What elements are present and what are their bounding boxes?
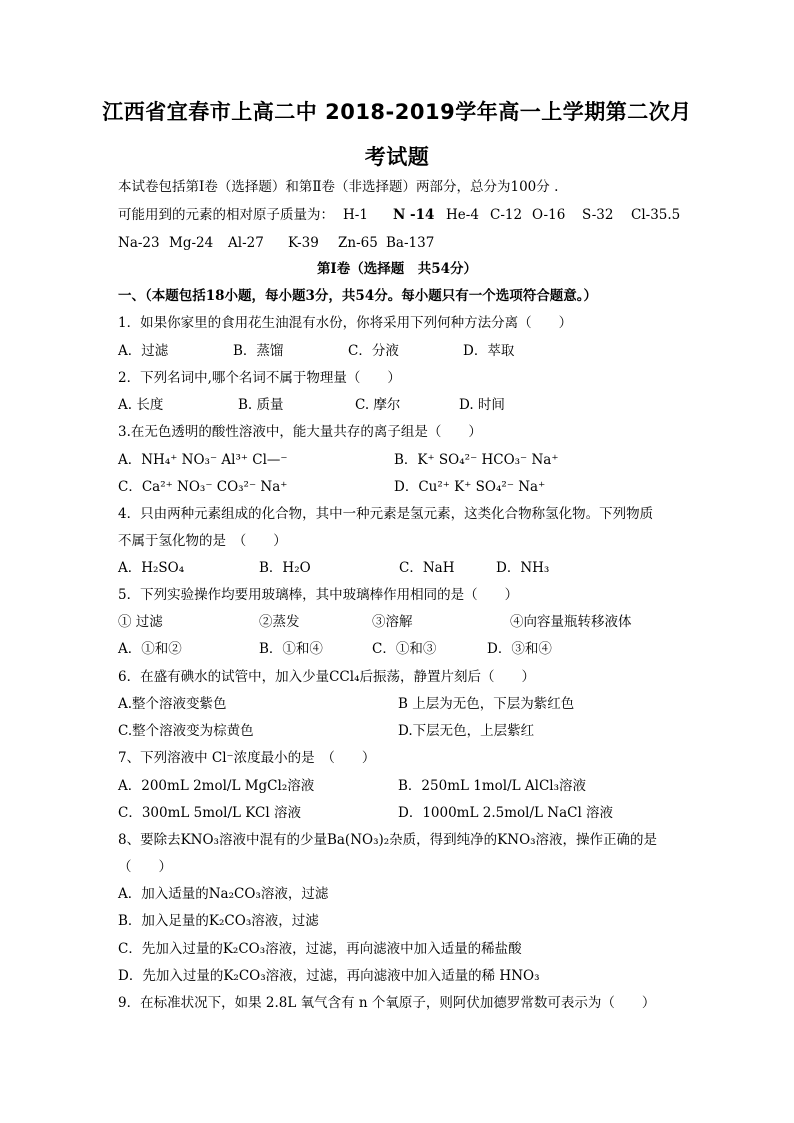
question-3-stem: 3.在无色透明的酸性溶液中，能大量共存的离子组是（ ） [118,424,482,440]
option-a: A．H₂SO₄ [118,560,185,576]
question-8-stem-line2: （ ） [118,859,172,875]
question-8-stem-line1: 8、要除去KNO₃溶液中混有的少量Ba(NO₃)₂杂质，得到纯净的KNO₃溶液，操作正确的是 [118,832,658,848]
question-6-stem: 6．在盛有碘水的试管中，加入少量CCl₄后振荡，静置片刻后（ ） [118,669,535,685]
exam-title-line1: 江西省宜春市上高二中 2018-2019学年高一上学期第二次月 [102,100,692,124]
option-c: C．300mL 5mol/L KCl 溶液 [118,805,301,821]
option-c: C．分液 [348,343,399,359]
option-b: B．H₂O [259,560,311,576]
option-c: C．①和③ [372,641,437,657]
option-c: C. 摩尔 [355,397,401,413]
item-2: ②蒸发 [259,614,300,630]
option-d: D.下层无色，上层紫红 [398,723,535,739]
atomic-mass: S-32 [582,207,614,223]
option-a: A.整个溶液变紫色 [118,696,227,712]
question-5-stem: 5．下列实验操作均要用玻璃棒，其中玻璃棒作用相同的是（ ） [118,587,519,603]
option-d: D．NH₃ [496,560,550,576]
atomic-mass: Al-27 [228,235,264,251]
atomic-mass: Na-23 [118,235,160,251]
intro-text: 本试卷包括第Ⅰ卷（选择题）和第Ⅱ卷（非选择题）两部分，总分为100分 . [118,179,559,195]
atomic-mass: Zn-65 [338,235,378,251]
option-c: C．NaH [399,560,455,576]
option-d: D．Cu²⁺ K⁺ SO₄²⁻ Na⁺ [394,479,546,495]
option-d: D. 时间 [459,397,505,413]
option-a: A．加入适量的Na₂CO₃溶液，过滤 [118,886,329,902]
question-2-stem: 2．下列名词中,哪个名词不属于物理量（ ） [118,370,401,386]
option-c: C．Ca²⁺ NO₃⁻ CO₃²⁻ Na⁺ [118,479,288,495]
option-a: A．200mL 2mol/L MgCl₂溶液 [118,778,315,794]
option-a: A．NH₄⁺ NO₃⁻ Al³⁺ Cl—⁻ [118,452,288,468]
question-4-stem-line1: 4．只由两种元素组成的化合物，其中一种元素是氢元素，这类化合物称氢化物。下列物质 [118,506,654,522]
section-instructions: 一、（本题包括18小题，每小题3分，共54分。每小题只有一个选项符合题意。） [118,288,597,304]
item-1: ① 过滤 [118,614,163,630]
question-9-stem: 9．在标准状况下，如果 2.8L 氧气含有 n 个氧原子，则阿伏加德罗常数可表示为（ ） [118,995,656,1011]
question-7-stem: 7、下列溶液中 Cl⁻浓度最小的是 （ ） [118,750,376,766]
atomic-mass: Mg-24 [169,235,214,251]
question-4-stem-line2: 不属于氢化物的是 （ ） [118,533,287,549]
atomic-masses-label: 可能用到的元素的相对原子质量为： [118,207,334,223]
exam-title-line2: 考试题 [364,145,430,169]
option-d: D．萃取 [463,343,515,359]
question-1-stem: 1．如果你家里的食用花生油混有水份，你将采用下列何种方法分离（ ） [118,315,573,331]
option-b: B．①和④ [259,641,323,657]
option-a: A．过滤 [118,343,169,359]
option-b: B．蒸馏 [233,343,284,359]
option-c: C．先加入过量的K₂CO₃溶液，过滤，再向滤液中加入适量的稀盐酸 [118,941,522,957]
option-a: A. 长度 [118,397,164,413]
atomic-mass: Ba-137 [386,235,435,251]
atomic-mass: He-4 [446,207,479,223]
section-title: 第Ⅰ卷（选择题 共54分） [316,261,478,277]
item-4: ④向容量瓶转移液体 [510,614,632,630]
option-a: A．①和② [118,641,182,657]
atomic-mass: O-16 [532,207,566,223]
option-b: B．K⁺ SO₄²⁻ HCO₃⁻ Na⁺ [394,452,559,468]
option-c: C.整个溶液变为棕黄色 [118,723,254,739]
atomic-mass: N -14 [393,207,435,223]
item-3: ③溶解 [372,614,413,630]
atomic-mass: C-12 [490,207,523,223]
option-d: D．③和④ [487,641,552,657]
option-d: D．1000mL 2.5mol/L NaCl 溶液 [398,805,614,821]
option-b: B．250mL 1mol/L AlCl₃溶液 [398,778,587,794]
option-b: B．加入足量的K₂CO₃溶液，过滤 [118,913,319,929]
option-b: B 上层为无色，下层为紫红色 [398,696,575,712]
atomic-mass: H-1 [343,207,368,223]
option-b: B. 质量 [238,397,284,413]
atomic-mass: K-39 [288,235,319,251]
atomic-mass: Cl-35.5 [631,207,681,223]
option-d: D．先加入过量的K₂CO₃溶液，过滤，再向滤液中加入适量的稀 HNO₃ [118,968,540,984]
